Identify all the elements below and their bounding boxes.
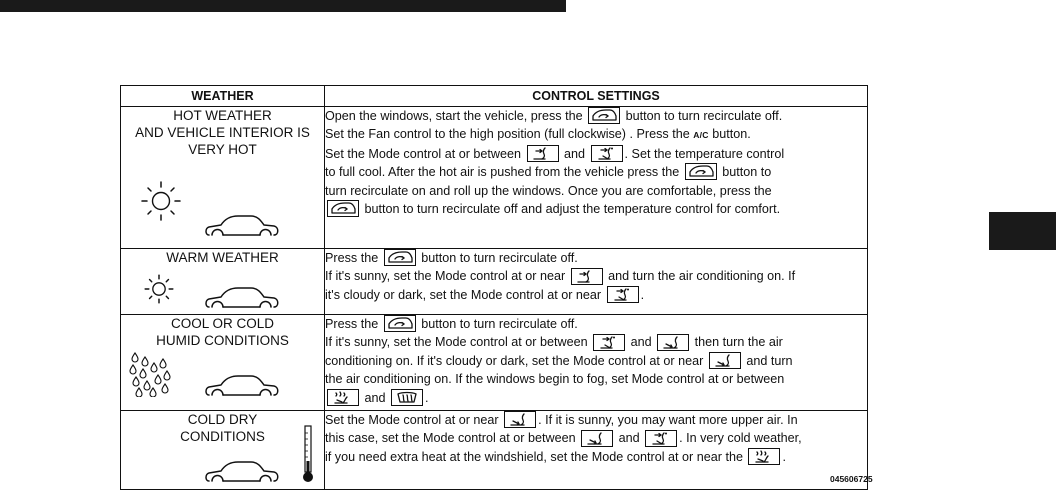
weather-cell [121,107,325,249]
setting-text: . If it is sunny, you may want more upper air. In [538,413,798,427]
setting-text: button to turn recirculate off. [417,251,578,265]
setting-text: button to turn recirculate off. [417,317,578,331]
setting-line [325,429,867,447]
setting-text: If it's sunny, set the Mode control at or between [325,335,592,350]
setting-line [325,267,867,285]
weather-label: COOL OR COLD [170,316,275,331]
setting-text: and [361,390,390,405]
car-icon [203,371,281,401]
weather-cell [121,315,325,411]
car-icon [203,457,281,487]
table-row [121,411,868,490]
settings-cell [325,411,868,490]
setting-text: Open the windows, start the vehicle, press the [325,109,587,123]
weather-label: HOT WEATHER [173,108,272,123]
thermometer-icon [301,425,315,485]
mode-bilevel-icon [593,334,625,351]
mode-panel-icon [527,145,559,162]
setting-text: and turn the air conditioning on. If [604,269,796,284]
setting-line [325,182,867,200]
setting-line [325,249,867,267]
header-row [121,86,868,107]
setting-text: to full cool. After the hot air is pushed from the vehicle press the [325,165,683,180]
mode-mix-icon [327,389,359,406]
setting-text: Set the Mode control at or between [325,146,525,161]
setting-text: . In very cold weather, [679,431,802,446]
settings-cell [325,249,868,315]
setting-line [325,389,867,407]
weather-label: VERY HOT [188,142,257,157]
setting-text: conditioning on. If it's cloudy or dark, set the Mode control at or near [325,353,707,368]
table-row [121,249,868,315]
settings-header: CONTROL SETTINGS [325,86,868,107]
recirc-icon [588,107,620,124]
setting-text: button to turn recirculate off. [622,109,783,123]
setting-line [325,448,867,466]
mode-floor-icon [504,411,536,428]
mode-defrost-icon [391,389,423,406]
mode-bilevel-icon [645,430,677,447]
climate-settings-table [120,85,868,490]
setting-text: . Set the temperature control [624,146,785,161]
recirc-icon [384,249,416,266]
setting-line [325,315,867,333]
weather-label: AND VEHICLE INTERIOR IS [135,125,310,140]
section-tab [989,212,1056,250]
mode-floor-icon [657,334,689,351]
weather-cell [121,249,325,315]
setting-text: it's cloudy or dark, set the Mode control at or near [325,287,605,302]
setting-text: and turn [742,353,793,368]
setting-text: if you need extra heat at the windshield, set the Mode control at or near the [325,449,747,464]
setting-text: Set the Fan control to the high position (full clockwise) . Press the [325,127,694,142]
setting-text: button to [718,165,772,180]
header-bar [0,0,566,12]
table-row [121,315,868,411]
setting-text: Press the [325,251,382,265]
weather-label: COLD DRY [187,412,258,427]
setting-text: and [560,146,589,161]
setting-line [325,107,867,125]
setting-line [325,333,867,351]
setting-text: If it's sunny, set the Mode control at or near [325,269,569,284]
sun-icon [143,273,175,305]
car-icon [203,211,281,241]
raindrops-icon [129,351,175,397]
setting-text: and [627,335,656,350]
weather-label: CONDITIONS [180,429,265,444]
weather-cell [121,411,325,490]
recirc-icon [685,163,717,180]
table-row [121,107,868,249]
setting-text: and [615,431,644,446]
car-icon [203,283,281,313]
setting-text: . [425,390,429,405]
mode-bilevel-icon [591,145,623,162]
setting-text: button to turn recirculate off and adjust the temperature control for comfort. [361,202,781,217]
setting-text: then turn the air [691,335,783,350]
weather-label: WARM WEATHER [166,250,279,265]
settings-cell [325,315,868,411]
setting-line [325,163,867,181]
setting-text: the air conditioning on. If the windows begin to fog, set Mode control at or between [325,372,785,387]
setting-text: Set the Mode control at or near [325,413,503,427]
setting-line [325,125,867,144]
mode-floor-icon [709,352,741,369]
recirc-icon [384,315,416,332]
mode-mix-icon [748,448,780,465]
weather-header: WEATHER [121,86,325,107]
setting-text: . [782,449,786,464]
figure-code: 045606725 [830,474,873,484]
setting-text: button. [708,127,751,142]
setting-text: Press the [325,317,382,331]
setting-text: turn recirculate on and roll up the windows. Once you are comfortable, press the [325,183,772,198]
ac-label: A/C [693,130,709,141]
mode-bilevel-icon [607,286,639,303]
mode-panel-icon [571,268,603,285]
setting-text: this case, set the Mode control at or between [325,431,580,446]
setting-line [325,370,867,388]
settings-cell [325,107,868,249]
weather-label: HUMID CONDITIONS [156,333,289,348]
recirc-icon [327,200,359,217]
setting-line [325,411,867,429]
setting-text: . [640,287,645,302]
setting-line [325,200,867,218]
setting-line [325,286,867,304]
mode-floor-icon [581,430,613,447]
sun-icon [139,179,183,223]
setting-line [325,145,867,163]
setting-line [325,352,867,370]
